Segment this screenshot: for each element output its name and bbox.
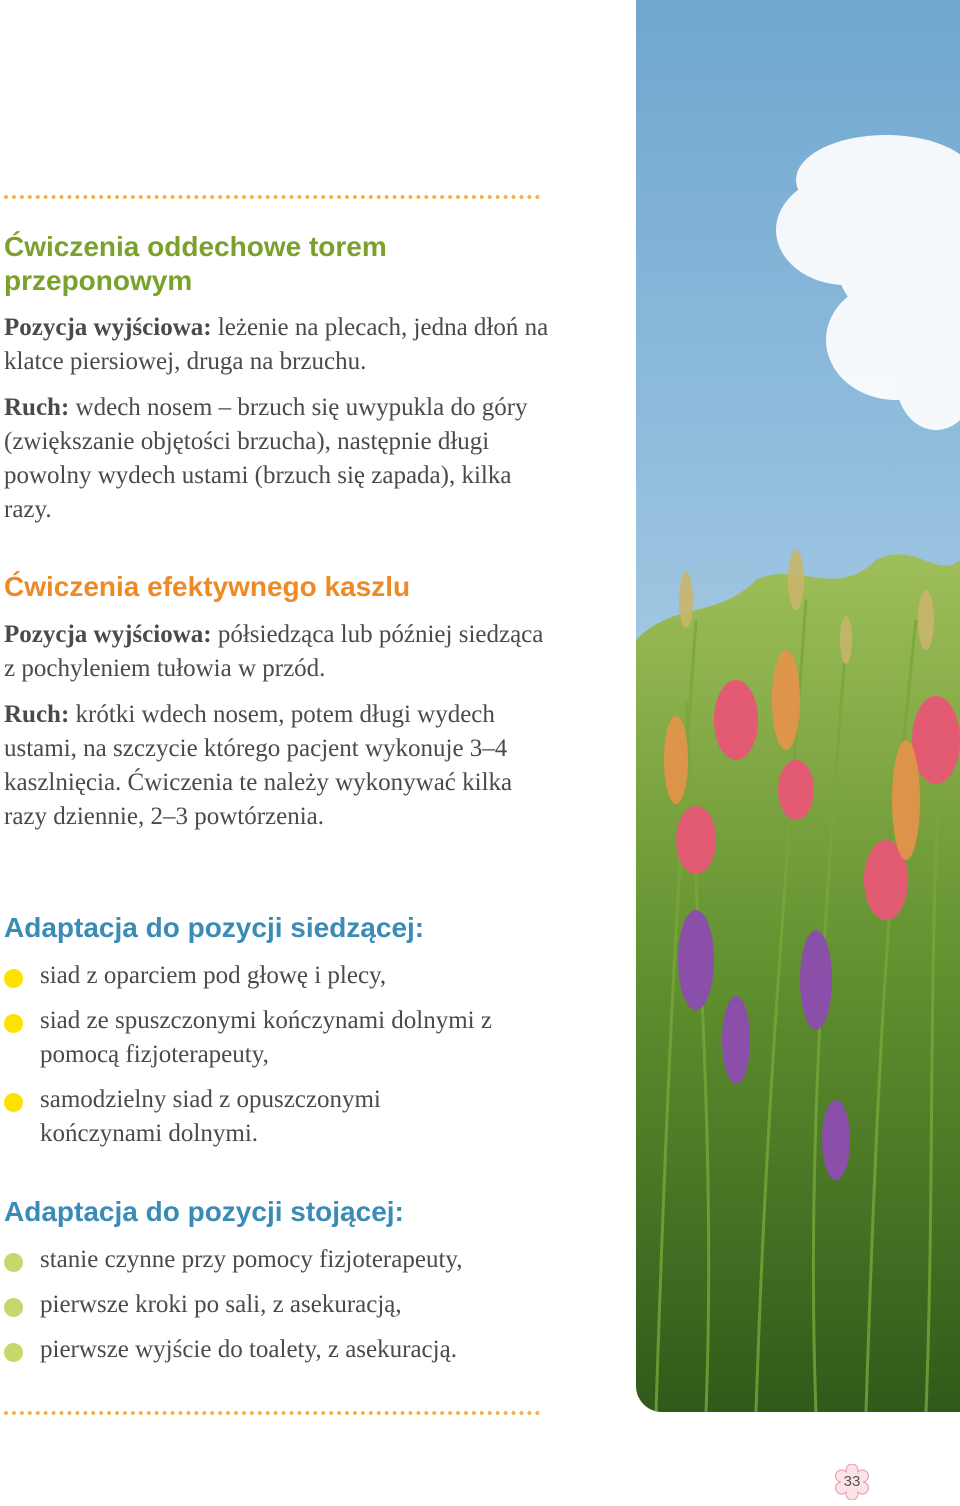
meadow-illustration <box>636 0 960 1412</box>
list-item-text: pierwsze kroki po sali, z asekuracją, <box>40 1291 402 1318</box>
section1-p1-text: leżenie na plecach, jedna dłoń na klatce piersiowej, druga na brzuchu. <box>4 314 549 375</box>
section2-p2-text: krótki wdech nosem, potem długi wydech ustami, na szczycie którego pacjent wykonuje 3–4 kaszlnięcia. Ćwiczenia te należy wykonywać kilka razy dziennie, 2–3 powtórzenia. <box>4 701 513 830</box>
section1-p1-label: Pozycja wyjściowa: <box>4 314 212 341</box>
section1-p2-label: Ruch: <box>4 394 70 421</box>
list-item <box>4 1243 564 1277</box>
list-item <box>4 959 504 993</box>
list-item <box>4 1288 564 1322</box>
section2-heading: Ćwiczenia efektywnego kaszlu <box>4 571 411 602</box>
section2-movement <box>4 698 534 834</box>
list-item <box>4 1333 564 1367</box>
standing-adaptation-list <box>4 1243 564 1367</box>
list-item <box>4 1004 504 1072</box>
section2-p1-text: półsiedząca lub później siedząca z pochyleniem tułowia w przód. <box>4 621 544 682</box>
list-item-text: samodzielny siad z opuszczonymi kończynami dolnymi. <box>40 1086 381 1147</box>
list-item-text: siad ze spuszczonymi kończynami dolnymi z pomocą fizjoterapeuty, <box>40 1007 492 1068</box>
section3-heading: Adaptacja do pozycji siedzącej: <box>4 912 425 943</box>
section2-p1-label: Pozycja wyjściowa: <box>4 621 212 648</box>
sitting-adaptation-list <box>4 959 504 1151</box>
bullet-dot-icon <box>4 969 23 988</box>
top-dotted-rule <box>4 195 540 199</box>
section1-heading-line1: Ćwiczenia oddechowe torem <box>4 231 387 262</box>
section2-p2-label: Ruch: <box>4 701 70 728</box>
list-item-text: siad z oparciem pod głowę i plecy, <box>40 962 387 989</box>
section1-p2-text: wdech nosem – brzuch się uwypukla do góry (zwiększanie objętości brzucha), następnie długi powolny wydech ustami (brzuch się zapada), kilka razy. <box>4 394 528 523</box>
section1-heading <box>4 230 387 298</box>
section4-heading: Adaptacja do pozycji stojącej: <box>4 1196 404 1227</box>
meadow-photo <box>636 0 960 1412</box>
bullet-dot-icon <box>4 1093 23 1112</box>
page-number: 33 <box>843 1473 861 1490</box>
page-number-badge <box>834 1464 870 1500</box>
bottom-dotted-rule <box>4 1411 540 1415</box>
section2-starting-position <box>4 618 549 686</box>
list-item <box>4 1083 504 1151</box>
bullet-dot-icon <box>4 1298 23 1317</box>
section1-heading-line2: przeponowym <box>4 265 193 296</box>
section1-starting-position <box>4 311 549 379</box>
list-item-text: pierwsze wyjście do toalety, z asekuracją. <box>40 1336 457 1363</box>
bullet-dot-icon <box>4 1014 23 1033</box>
section1-movement <box>4 391 534 527</box>
bullet-dot-icon <box>4 1253 23 1272</box>
list-item-text: stanie czynne przy pomocy fizjoterapeuty, <box>40 1246 463 1273</box>
bullet-dot-icon <box>4 1343 23 1362</box>
